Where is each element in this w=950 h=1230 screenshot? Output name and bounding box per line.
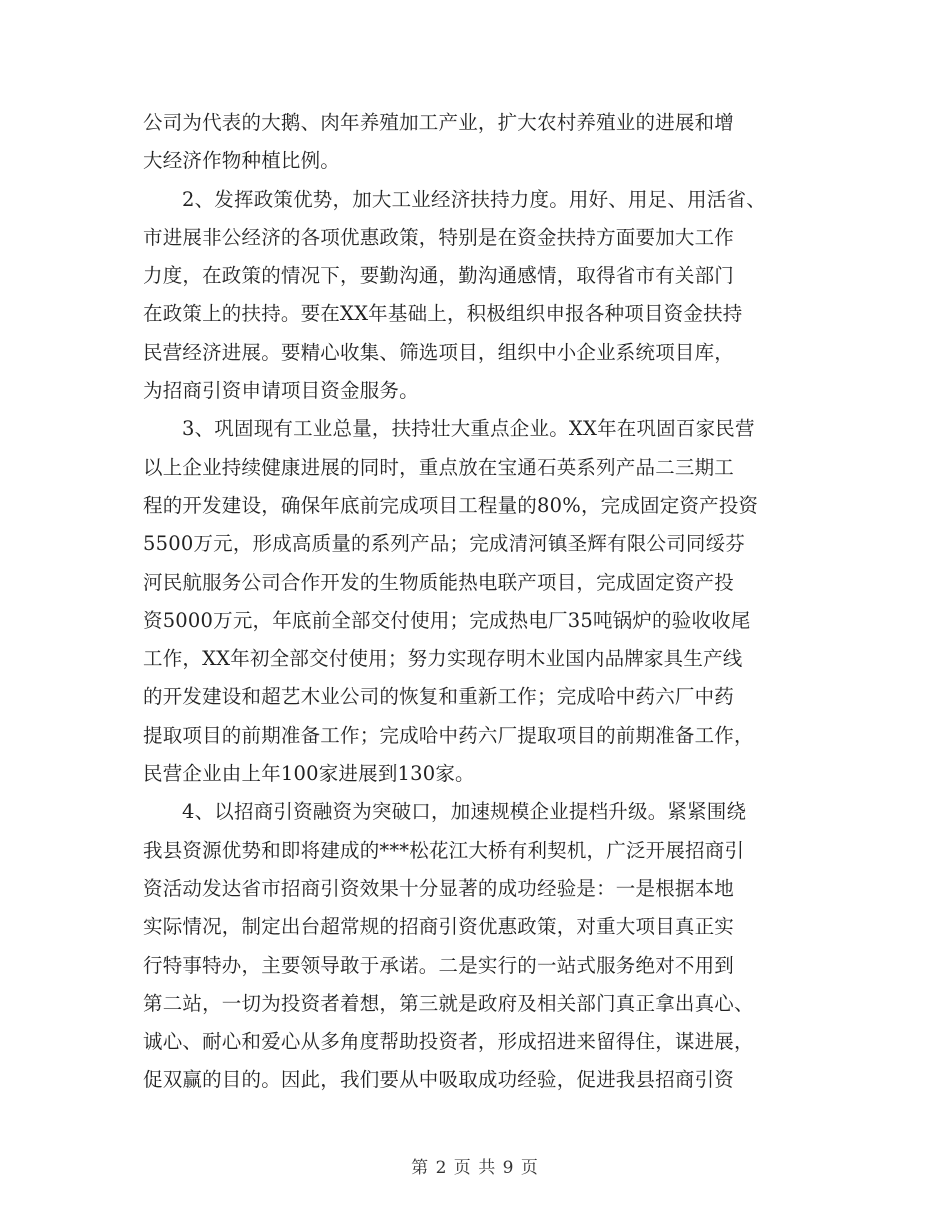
text-line: 为招商引资申请项目资金服务。 [143, 379, 419, 403]
text-line: 实际情况，制定出台超常规的招商引资优惠政策，对重大项目真正实 [143, 915, 735, 939]
text-line: 5500万元，形成高质量的系列产品；完成清河镇圣辉有限公司同绥芬 [143, 532, 746, 556]
text-line: 以上企业持续健康进展的同时，重点放在宝通石英系列产品二三期工 [143, 455, 735, 479]
paragraph-3-start: 3、巩固现有工业总量，扶持壮大重点企业。XX年在巩固百家民营 [182, 417, 755, 441]
text-line: 民营经济进展。要精心收集、筛选项目，组织中小企业系统项目库， [143, 340, 735, 364]
paragraph-4-start: 4、以招商引资融资为突破口，加速规模企业提档升级。紧紧围绕 [182, 800, 747, 824]
text-line: 资5000万元，年底前全部交付使用；完成热电厂35吨锅炉的验收收尾 [143, 608, 751, 632]
text-line: 在政策上的扶持。要在XX年基础上，积极组织申报各种项目资金扶持 [143, 302, 743, 326]
text-line: 程的开发建设，确保年底前完成项目工程量的80%，完成固定资产投资 [143, 493, 759, 517]
text-line: 力度，在政策的情况下，要勤沟通，勤沟通感情，取得省市有关部门 [143, 264, 735, 288]
text-line: 促双赢的目的。因此，我们要从中吸取成功经验，促进我县招商引资 [143, 1068, 735, 1092]
page-number-footer: 第 2 页 共 9 页 [411, 1158, 539, 1178]
text-line: 公司为代表的大鹅、肉年养殖加工产业，扩大农村养殖业的进展和增 [143, 111, 735, 134]
paragraph-2-start: 2、发挥政策优势，加大工业经济扶持力度。用好、用足、用活省、 [182, 187, 766, 211]
text-line: 行特事特办，主要领导敢于承诺。二是实行的一站式服务绝对不用到 [143, 953, 735, 977]
text-line: 提取项目的前期准备工作；完成哈中药六厂提取项目的前期准备工作， [143, 723, 754, 747]
text-line: 诚心、耐心和爱心从多角度帮助投资者，形成招进来留得住，谋进展， [143, 1030, 754, 1054]
body-text [143, 104, 833, 1100]
text-line: 工作，XX年初全部交付使用；努力实现存明木业国内品牌家具生产线 [143, 647, 743, 671]
text-line: 我县资源优势和即将建成的***松花江大桥有利契机，广泛开展招商引 [143, 838, 745, 862]
text-line: 资活动发达省市招商引资效果十分显著的成功经验是：一是根据本地 [143, 876, 735, 900]
text-line: 民营企业由上年100家进展到130家。 [143, 762, 475, 786]
text-line: 市进展非公经济的各项优惠政策，特别是在资金扶持方面要加大工作 [143, 225, 735, 249]
text-line: 大经济作物种植比例。 [143, 149, 341, 173]
text-line: 河民航服务公司合作开发的生物质能热电联产项目，完成固定资产投 [143, 570, 735, 594]
text-line: 第二站，一切为投资者着想，第三就是政府及相关部门真正拿出真心、 [143, 991, 754, 1015]
text-line: 的开发建设和超艺木业公司的恢复和重新工作；完成哈中药六厂中药 [143, 685, 735, 709]
